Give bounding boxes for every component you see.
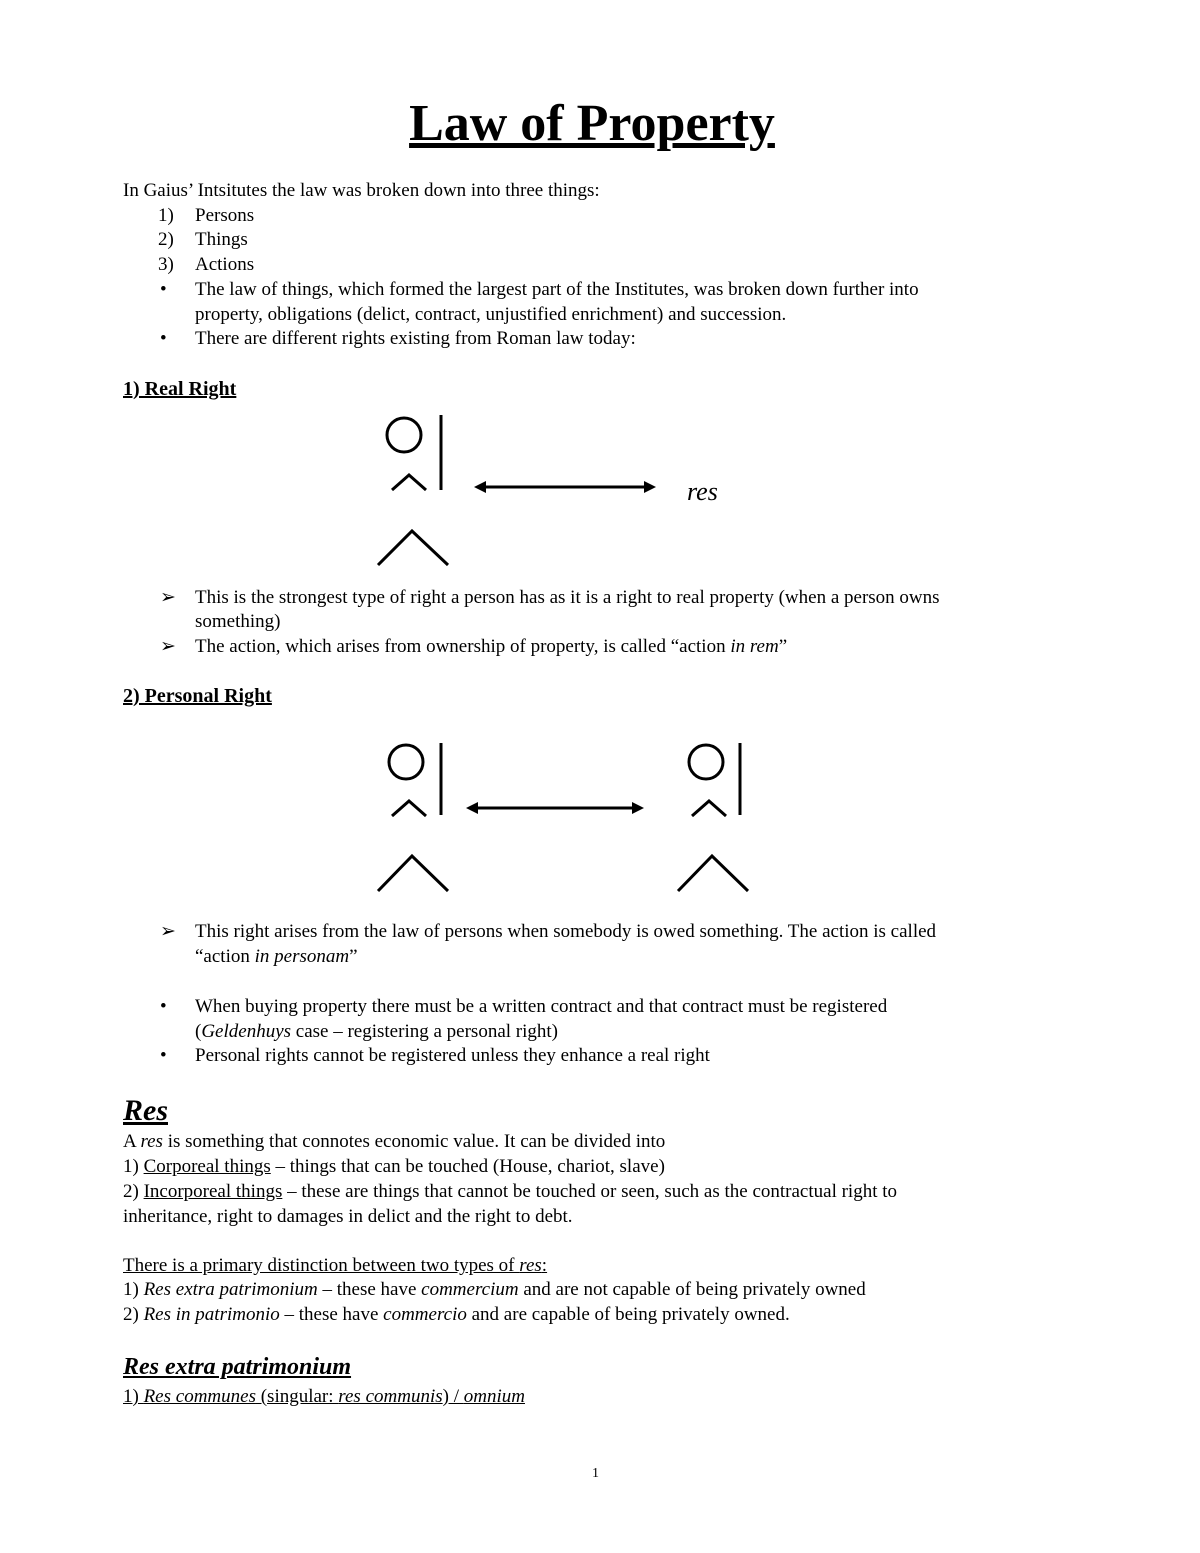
personal-right-diagram [360, 735, 780, 900]
arrow-bullet-icon: ➢ [160, 587, 176, 608]
person-legs-icon [378, 531, 448, 565]
person-arm-icon [392, 475, 426, 490]
arrow-head-left-icon [466, 802, 478, 814]
arrow-bullet-icon: ➢ [160, 921, 176, 942]
person-head-icon [389, 745, 423, 779]
res-label: res [687, 477, 718, 506]
bullet-text-cont: (Geldenhuys case – registering a personal right) [195, 1021, 558, 1042]
bullet-icon: • [160, 996, 167, 1017]
list-num-2: 2) [158, 229, 174, 250]
heading-res: Res [123, 1094, 168, 1127]
arrow-bullet-text: The action, which arises from ownership of property, is called “action in rem” [195, 636, 788, 657]
bullet-text: The law of things, which formed the largest part of the Institutes, was broken down further into [195, 279, 919, 300]
res-incorporeal: 2) Incorporeal things – these are things that cannot be touched or seen, such as the contractual right to [123, 1181, 898, 1202]
list-num-1: 1) [158, 205, 174, 226]
bullet-icon: • [160, 1045, 167, 1066]
arrow-bullet-icon: ➢ [160, 636, 176, 657]
person-arm-icon [392, 801, 426, 816]
person-arm-icon [692, 801, 726, 816]
list-item-actions: Actions [195, 254, 255, 275]
arrow-bullet-text-cont: “action in personam” [195, 946, 358, 967]
res-in-line: 2) Res in patrimonio – these have commercio and are capable of being privately owned. [123, 1304, 790, 1325]
res-extra-line: 1) Res extra patrimonium – these have commercium and are not capable of being privately owned [123, 1279, 866, 1300]
person-legs-icon [678, 856, 748, 891]
res-communes-line: 1) Res communes (singular: res communis) / omnium [123, 1386, 525, 1407]
list-num-3: 3) [158, 254, 174, 275]
heading-real-right: 1) Real Right [123, 378, 237, 400]
bullet-text: When buying property there must be a written contract and that contract must be registered [195, 996, 888, 1017]
person-head-icon [387, 418, 421, 452]
arrow-bullet-text-cont: something) [195, 611, 281, 632]
person-head-icon [689, 745, 723, 779]
arrow-head-right-icon [644, 481, 656, 493]
list-item-things: Things [195, 229, 248, 250]
bullet-icon: • [160, 328, 167, 349]
person-legs-icon [378, 856, 448, 891]
page-number: 1 [592, 1466, 599, 1481]
res-definition: A res is something that connotes economic value. It can be divided into [123, 1131, 666, 1152]
bullet-text: There are different rights existing from Roman law today: [195, 328, 636, 349]
arrow-bullet-text: This is the strongest type of right a person has as it is a right to real property (when a person owns [195, 587, 940, 608]
res-incorporeal-cont: inheritance, right to damages in delict and the right to debt. [123, 1206, 573, 1227]
res-distinction: There is a primary distinction between two types of res: [123, 1255, 548, 1276]
arrow-bullet-text: This right arises from the law of persons when somebody is owed something. The action is called [195, 921, 937, 942]
arrow-head-right-icon [632, 802, 644, 814]
res-corporeal: 1) Corporeal things – things that can be touched (House, chariot, slave) [123, 1156, 665, 1177]
bullet-icon: • [160, 279, 167, 300]
heading-res-extra-patrimonium: Res extra patrimonium [123, 1354, 352, 1380]
bullet-text: Personal rights cannot be registered unless they enhance a real right [195, 1045, 710, 1066]
bullet-text-cont: property, obligations (delict, contract, unjustified enrichment) and succession. [195, 304, 787, 325]
list-item-persons: Persons [195, 205, 255, 226]
heading-personal-right: 2) Personal Right [123, 685, 272, 707]
intro-text: In Gaius’ Intsitutes the law was broken down into three things: [123, 180, 600, 201]
arrow-head-left-icon [474, 481, 486, 493]
page-title: Law of Property [409, 95, 775, 152]
